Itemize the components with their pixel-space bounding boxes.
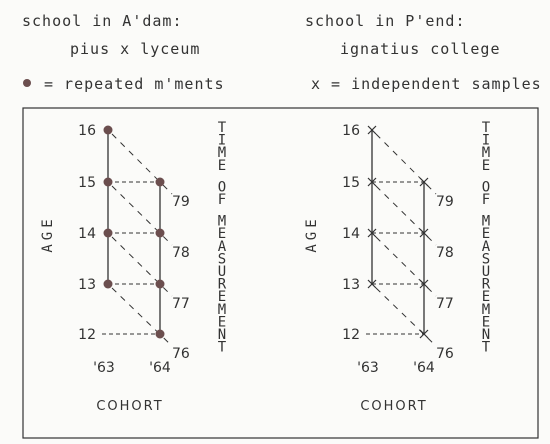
repeated-measurement-dot	[156, 229, 165, 238]
time-axis-letter: T	[217, 339, 227, 356]
time-axis-letter: R	[481, 276, 491, 293]
time-axis-letter: E	[481, 289, 491, 306]
time-axis-letter: M	[481, 213, 491, 230]
time-axis-letter: E	[217, 314, 227, 331]
time-tick-label: 76	[436, 346, 454, 362]
time-axis-letter: A	[481, 238, 491, 255]
time-axis-letter: U	[217, 264, 227, 280]
time-axis-letter: O	[481, 179, 491, 196]
age-tick-label: 12	[78, 327, 96, 343]
cohort-tick-label: '63	[93, 360, 115, 376]
age-tick-label: 15	[342, 175, 360, 191]
repeated-measurement-dot	[104, 178, 113, 187]
panel-right	[304, 120, 491, 414]
time-axis-letter: I	[217, 132, 227, 149]
repeated-measurement-dot	[104, 229, 113, 238]
left-school-label: school in A'dam:	[22, 12, 183, 30]
cohort-axis-label: COHORT	[96, 399, 164, 414]
time-axis-letter: R	[217, 276, 227, 293]
age-tick-label: 12	[342, 327, 360, 343]
time-tick-label: 78	[172, 245, 190, 261]
age-tick-label: 13	[342, 277, 360, 293]
time-axis-letter: N	[217, 327, 227, 343]
cohort-tick-label: '63	[357, 360, 379, 376]
time-axis-letter: E	[481, 157, 491, 174]
cohort-tick-label: '64	[149, 360, 171, 376]
time-axis-letter: M	[217, 213, 227, 230]
time-axis-letter: E	[481, 314, 491, 331]
repeated-measurement-dot	[104, 126, 113, 135]
repeated-measurement-dot	[156, 330, 165, 339]
time-tick-label: 78	[436, 245, 454, 261]
right-school-name: ignatius college	[340, 40, 501, 58]
time-tick-label: 79	[436, 194, 454, 210]
age-tick-label: 16	[78, 123, 96, 139]
time-axis-letter: N	[481, 327, 491, 343]
cohort-axis-label: COHORT	[360, 399, 428, 414]
time-tick-label: 79	[172, 194, 190, 210]
age-tick-label: 14	[342, 226, 360, 242]
time-axis-letter: T	[481, 339, 491, 356]
age-tick-label: 16	[342, 123, 360, 139]
legend-dot-text: = repeated m'ments	[44, 75, 225, 93]
time-axis-letter: T	[217, 120, 227, 136]
age-tick-label: 15	[78, 175, 96, 191]
time-axis-letter: M	[481, 145, 491, 162]
age-axis-label: AGE	[304, 215, 320, 253]
time-axis-letter: A	[217, 238, 227, 255]
repeated-measurement-dot	[156, 178, 165, 187]
time-axis-letter: O	[217, 179, 227, 196]
legend-x-text: x = independent samples	[311, 75, 542, 93]
time-axis-letter: M	[481, 301, 491, 318]
panel-left	[40, 120, 227, 414]
age-axis-label: AGE	[40, 215, 56, 253]
time-tick-label: 77	[436, 296, 454, 312]
repeated-measurement-dot	[104, 280, 113, 289]
time-axis-letter: U	[481, 264, 491, 280]
time-tick-label: 76	[172, 346, 190, 362]
age-tick-label: 13	[78, 277, 96, 293]
repeated-measurement-dot	[156, 280, 165, 289]
time-axis-letter: E	[217, 157, 227, 174]
age-tick-label: 14	[78, 226, 96, 242]
time-axis-letter: I	[481, 132, 491, 149]
time-axis-letter: F	[481, 192, 491, 208]
time-axis-letter: M	[217, 301, 227, 318]
diagram-frame	[23, 108, 538, 438]
cohort-tick-label: '64	[413, 360, 435, 376]
time-axis-letter: E	[481, 226, 491, 243]
time-tick-label: 77	[172, 296, 190, 312]
time-axis-letter: S	[481, 251, 491, 268]
time-axis-letter: E	[217, 226, 227, 243]
time-axis-letter: M	[217, 145, 227, 162]
time-axis-letter: F	[217, 192, 227, 208]
time-axis-letter: E	[217, 289, 227, 306]
time-axis-letter: T	[481, 120, 491, 136]
left-school-name: pius x lyceum	[70, 40, 201, 58]
time-axis-letter: S	[217, 251, 227, 268]
right-school-label: school in P'end:	[305, 12, 466, 30]
